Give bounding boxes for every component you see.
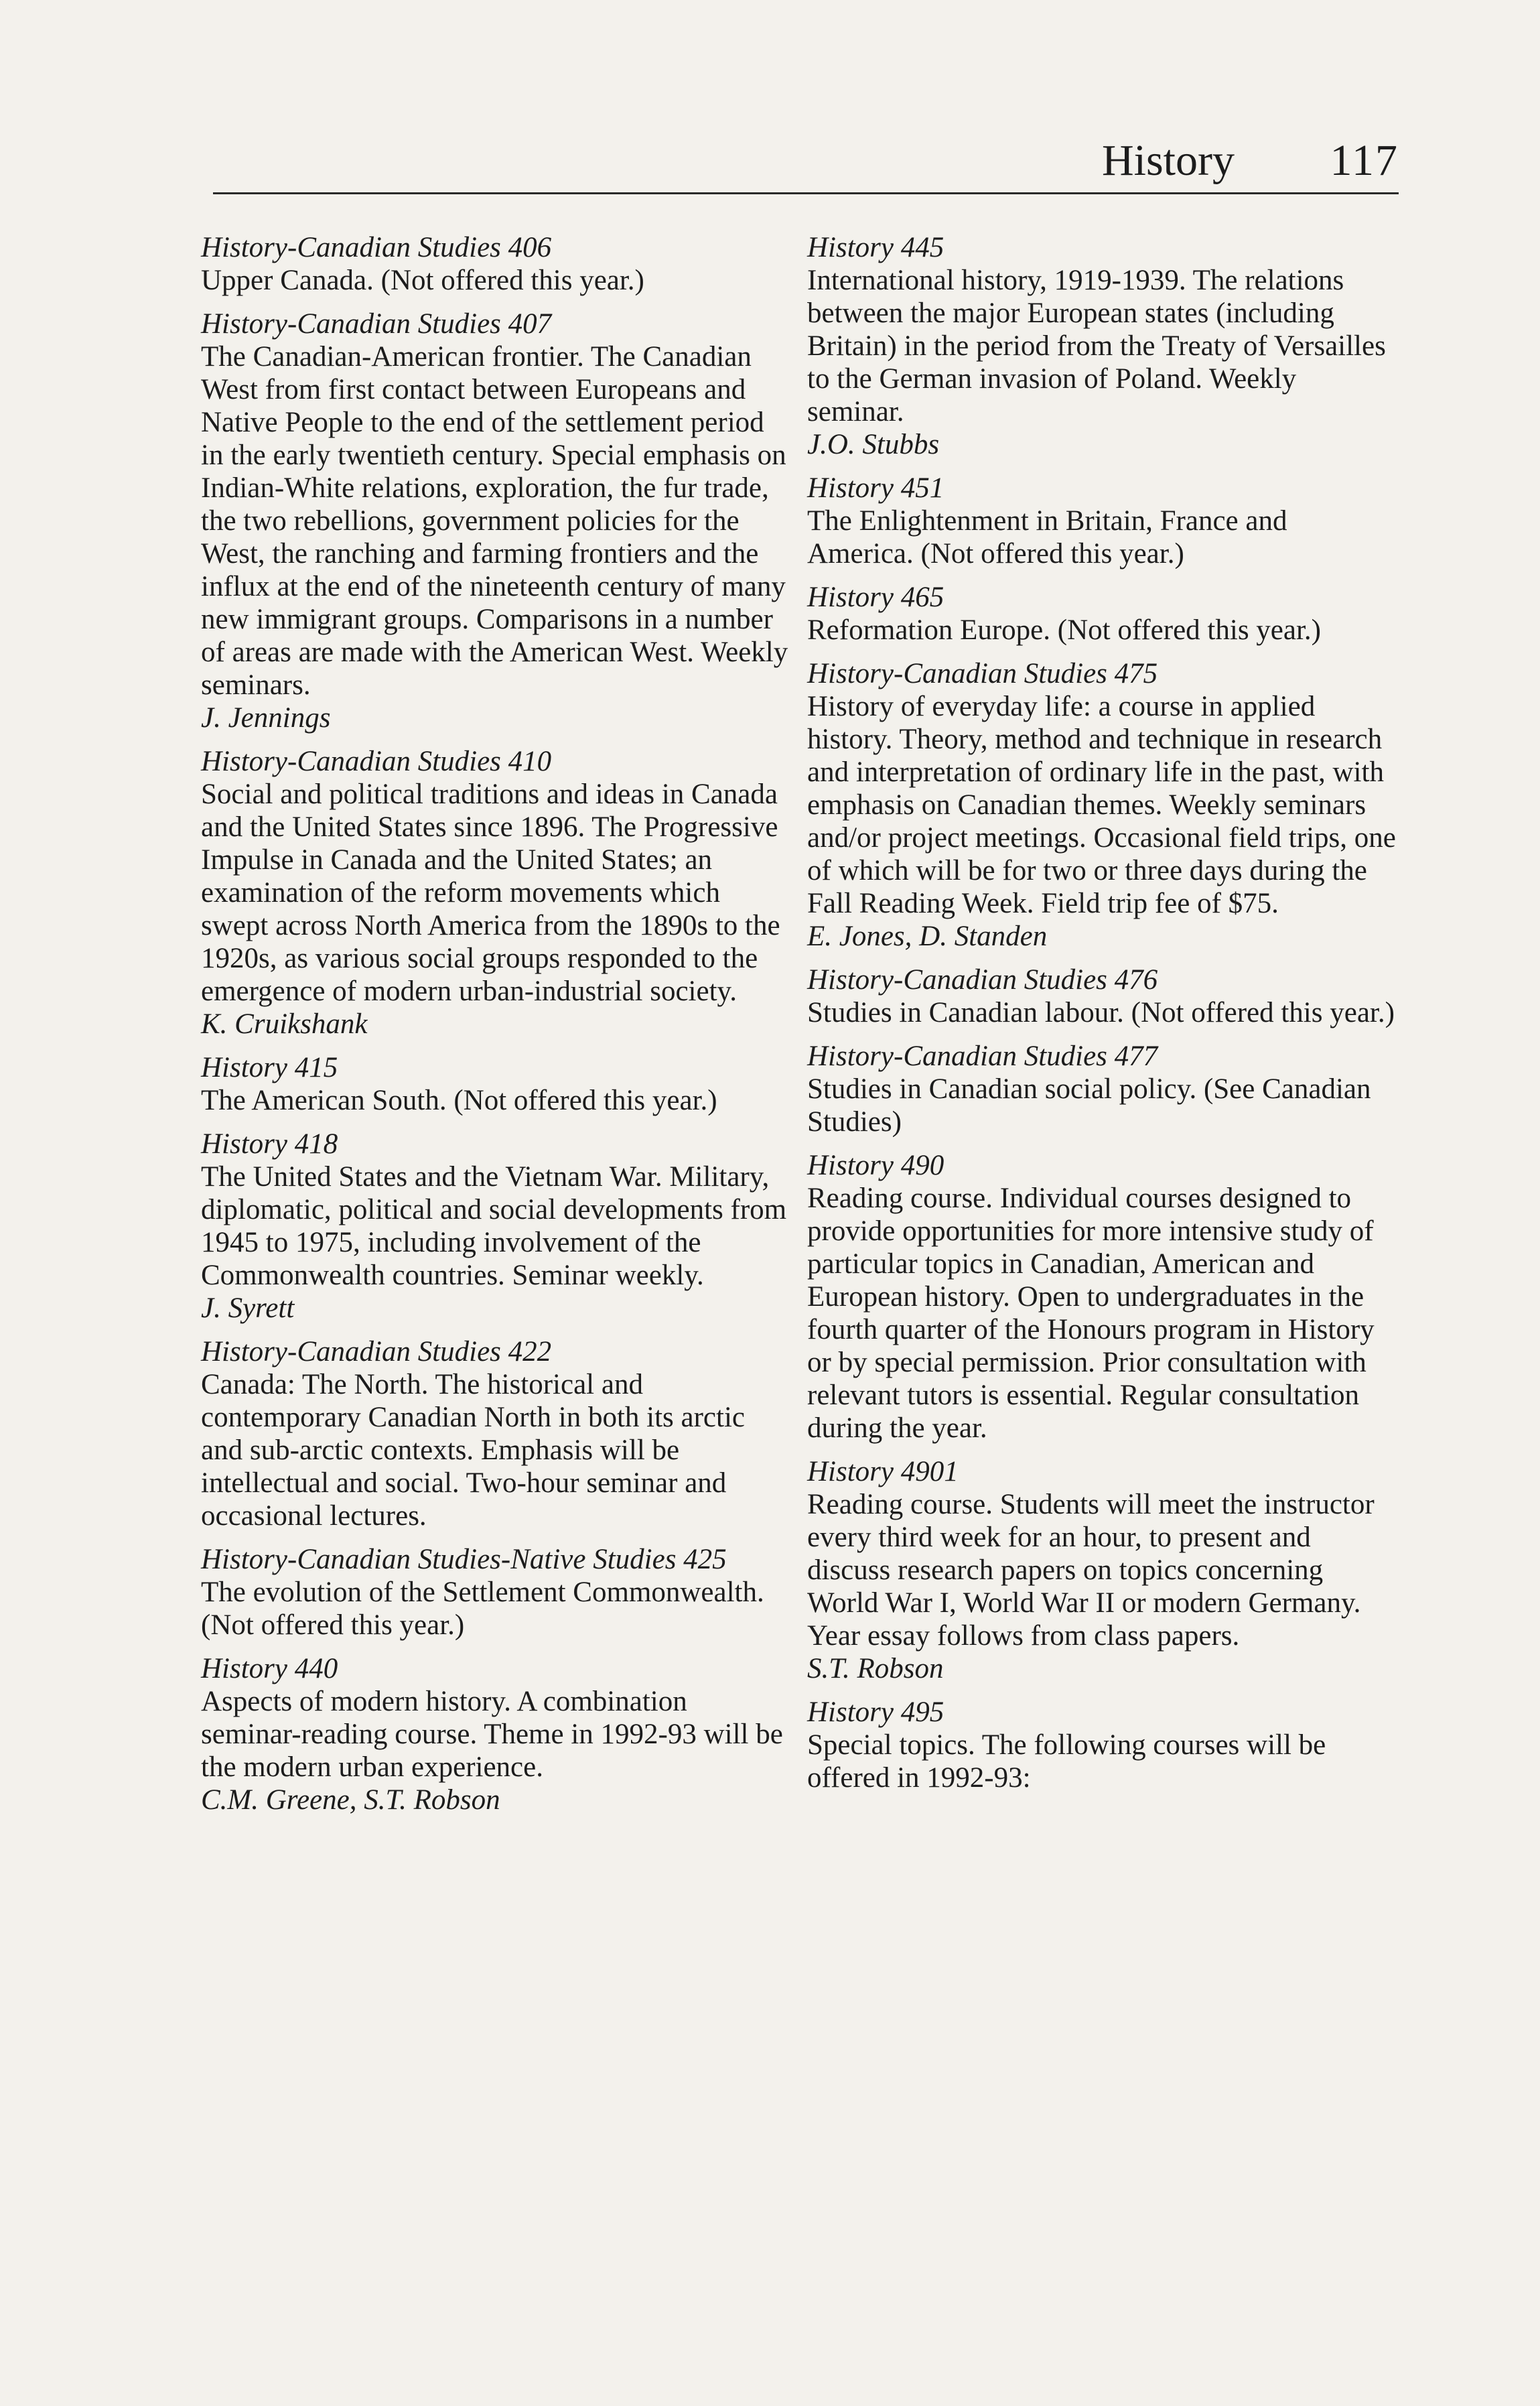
course-entry <box>201 308 790 734</box>
course-title: History 490 <box>807 1150 944 1181</box>
course-description: Reading course. Students will meet the instructor every third week for an hour, to present and discuss research papers on topics concerning World War I, World War II or modern Germany. Year essay follows from class papers. <box>807 1489 1375 1652</box>
course-title: History-Canadian Studies-Native Studies 425 <box>201 1544 727 1575</box>
course-entry <box>201 1051 790 1117</box>
course-description: History of everyday life: a course in applied history. Theory, method and technique in research and interpretation of ordinary life in the past, with emphasis on Canadian themes. Weekly seminars and/or project meetings. Occasional field trips, one of which will be for two or three days during the Fall Reading Week. Field trip fee of $75. <box>807 691 1396 919</box>
course-entry <box>807 1696 1397 1794</box>
course-instructor: J. Syrett <box>201 1292 295 1324</box>
course-entry <box>807 657 1397 953</box>
course-description: The American South. (Not offered this year.) <box>201 1085 717 1116</box>
course-title: History-Canadian Studies 422 <box>201 1336 552 1367</box>
course-title: History-Canadian Studies 477 <box>807 1041 1158 1072</box>
course-title: History-Canadian Studies 476 <box>807 964 1158 996</box>
course-entry <box>807 1040 1397 1138</box>
course-description: The Enlightenment in Britain, France and America. (Not offered this year.) <box>807 505 1287 570</box>
course-entry <box>201 1335 790 1532</box>
course-description: Studies in Canadian social policy. (See Canadian Studies) <box>807 1073 1371 1138</box>
course-title: History 4901 <box>807 1456 959 1487</box>
course-entry <box>201 1128 790 1325</box>
left-column <box>201 231 790 1827</box>
course-title: History 495 <box>807 1696 944 1728</box>
course-entry <box>807 1149 1397 1445</box>
course-entry <box>807 963 1397 1029</box>
right-column <box>807 231 1397 1805</box>
course-entry <box>201 231 790 297</box>
course-description: The Canadian-American frontier. The Canadian West from first contact between Europeans and Native People to the end of the settlement period in the early twentieth century. Special emphasis on Indian-White relations, exploration, the fur trade, the two rebellions, government policies for the West, the ranching and farming frontiers and the influx at the end of the nineteenth century of many new immigrant groups. Comparisons in a number of areas are made with the American West. Weekly seminars. <box>201 341 788 701</box>
course-description: Reformation Europe. (Not offered this year.) <box>807 614 1321 646</box>
course-description: The United States and the Vietnam War. Military, diplomatic, political and social developments from 1945 to 1975, including involvement of the Commonwealth countries. Seminar weekly. <box>201 1161 787 1291</box>
course-description: Studies in Canadian labour. (Not offered this year.) <box>807 997 1395 1028</box>
course-title: History-Canadian Studies 406 <box>201 232 552 263</box>
course-instructor: S.T. Robson <box>807 1653 944 1684</box>
course-instructor: E. Jones, D. Standen <box>807 921 1048 952</box>
course-description: Aspects of modern history. A combination seminar-reading course. Theme in 1992-93 will be the modern urban experience. <box>201 1686 783 1783</box>
course-entry <box>201 1543 790 1642</box>
course-description: Upper Canada. (Not offered this year.) <box>201 265 644 296</box>
section-title: History <box>1102 136 1235 185</box>
course-title: History 445 <box>807 232 944 263</box>
course-description: Canada: The North. The historical and contemporary Canadian North in both its arctic and sub-arctic contexts. Emphasis will be intellectual and social. Two-hour seminar and occasional lectures. <box>201 1369 745 1532</box>
header-rule <box>213 192 1399 194</box>
course-instructor: K. Cruikshank <box>201 1008 368 1040</box>
page-number: 117 <box>1330 136 1399 185</box>
course-entry <box>807 231 1397 461</box>
course-instructor: C.M. Greene, S.T. Robson <box>201 1784 500 1816</box>
course-title: History-Canadian Studies 410 <box>201 746 552 777</box>
course-description: Reading course. Individual courses designed to provide opportunities for more intensive study of particular topics in Canadian, American and European history. Open to undergraduates in the fourth quarter of the Honours program in History or by special permission. Prior consultation with relevant tutors is essential. Regular consultation during the year. <box>807 1183 1375 1444</box>
course-title: History-Canadian Studies 475 <box>807 658 1158 689</box>
course-description: International history, 1919-1939. The relations between the major European states (including Britain) in the period from the Treaty of Versailles to the German invasion of Poland. Weekly seminar. <box>807 265 1386 427</box>
course-entry <box>201 745 790 1041</box>
page-header <box>213 127 1399 194</box>
course-instructor: J.O. Stubbs <box>807 429 940 460</box>
course-entry <box>807 1455 1397 1685</box>
course-title: History 440 <box>201 1653 338 1684</box>
course-description: Social and political traditions and ideas in Canada and the United States since 1896. The Progressive Impulse in Canada and the United States; an examination of the reform movements which swept across North America from the 1890s to the 1920s, as various social groups responded to the emergence of modern urban-industrial society. <box>201 779 780 1007</box>
course-title: History 415 <box>201 1052 338 1083</box>
course-instructor: J. Jennings <box>201 702 331 734</box>
course-description: Special topics. The following courses will be offered in 1992-93: <box>807 1729 1326 1794</box>
course-entry <box>201 1652 790 1816</box>
course-entry <box>807 472 1397 570</box>
course-description: The evolution of the Settlement Commonwealth. (Not offered this year.) <box>201 1577 764 1641</box>
course-title: History 465 <box>807 582 944 613</box>
course-title: History 451 <box>807 472 944 504</box>
course-title: History-Canadian Studies 407 <box>201 308 552 340</box>
course-title: History 418 <box>201 1128 338 1160</box>
course-entry <box>807 581 1397 647</box>
